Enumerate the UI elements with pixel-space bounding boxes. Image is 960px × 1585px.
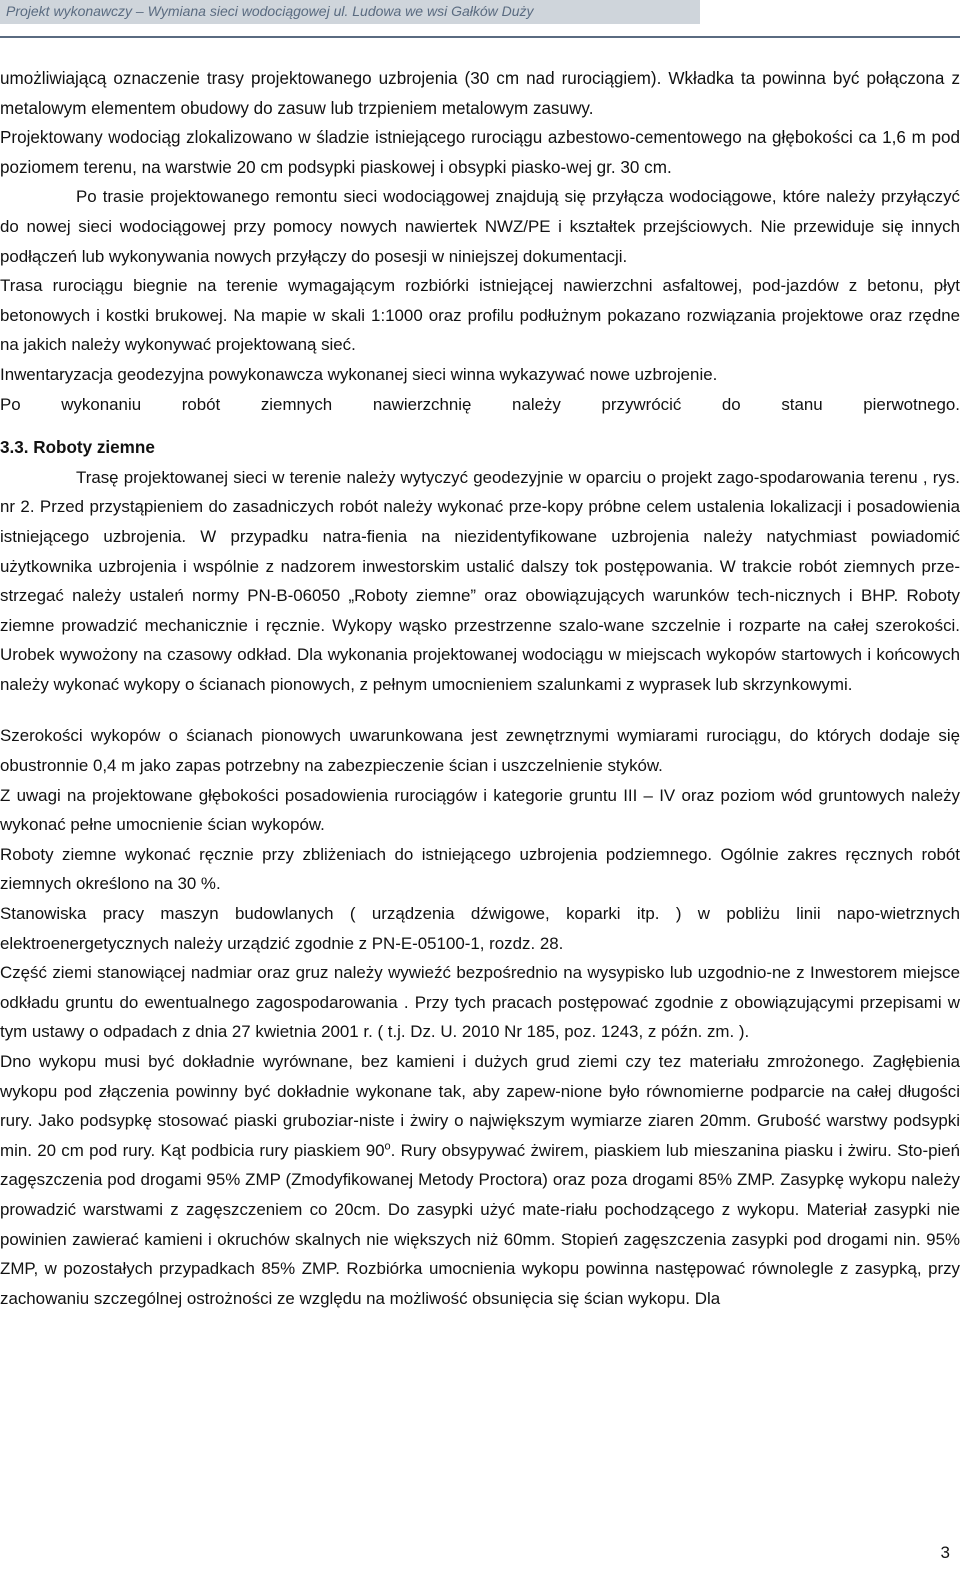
- paragraph-inwentaryzacja: Inwentaryzacja geodezyjna powykonawcza wykonanej sieci winna wykazywać nowe uzbrojenie.: [0, 364, 718, 384]
- paragraph-trasa: Trasa rurociągu biegnie na terenie wymagającym rozbiórki istniejącej nawierzchni asfaltowej, pod-jazdów z betonu, płyt betonowych i kostki brukowej. Na mapie w skali 1:1000 oraz profilu podłużnym pokazano rozwiązania projektowe oraz rzędne na jakich należy wykonywać projektowaną sieć.: [0, 276, 960, 355]
- paragraph-roboty-ziemne: Trasę projektowanej sieci w terenie należy wytyczyć geodezyjnie w oparciu o projekt zago-spodarowania terenu , rys. nr 2. Przed przystąpieniem do zasadniczych robót należy wykonać prze-kopy próbne celem ustalenia lokalizacji i posadowienia istniejącego uzbrojenia. W przypadku natra-fienia na niezidentyfikowane uzbrojenia należy natychmiast powiadomić użytkownika uzbrojenia i wspólnie z nadzorem inwestorskim ustalić dalszy tok postępowania. W trakcie robót ziemnych prze-strzegać należy ustaleń normy PN-B-06050 „Roboty ziemne” oraz obowiązujących warunków tech-nicznych i BHP. Roboty ziemne prowadzić mechanicznie i ręcznie. Wykopy wąsko przestrzenne szalo-wane szczelnie i rozparte na całej szerokości. Urobek wywożony na czasowy odkład. Dla wykonania projektowanej wodociągu w miejscach wykopów startowych i końcowych należy wykonać wykopy o ścianach pionowych, z pełnym umocnieniem szalunkami z wyprasek lub skrzynkowymi.: [0, 467, 960, 694]
- page-header: [0, 0, 960, 40]
- document-body: [0, 64, 960, 1313]
- paragraph-reczne: Roboty ziemne wykonać ręcznie przy zbliżeniach do istniejącego uzbrojenia podziemnego. Ogólnie zakres ręcznych robót ziemnych określono na 30 %.: [0, 844, 960, 894]
- spacer: [0, 699, 960, 721]
- paragraph-wkladka: umożliwiającą oznaczenie trasy projektowanego uzbrojenia (30 cm nad rurociągiem). Wkładka ta powinna być połączona z metalowym elementem obudowy do zasuw lub trzpieniem metalowym zasuwy.: [0, 69, 960, 118]
- paragraph-dno-wykopu: [0, 1047, 960, 1313]
- degree-sup: o: [384, 1140, 391, 1153]
- paragraph-maszyny: Stanowiska pracy maszyn budowlanych ( urządzenia dźwigowe, koparki itp. ) w pobliżu linii napo-wietrznych elektroenergetycznych należy urządzić zgodnie z PN-E-05100-1, rozdz. 28.: [0, 904, 960, 953]
- paragraph-umocnienie: Z uwagi na projektowane głębokości posadowienia rurociągów i kategorie gruntu III – IV oraz poziom wód gruntowych należy wykonać pełne umocnienie ścian wykopów.: [0, 785, 960, 835]
- section-heading: [0, 433, 960, 463]
- paragraph-przylacza: Po trasie projektowanego remontu sieci wodociągowej znajdują się przyłącza wodociągowe, które należy przyłączyć do nowej sieci wodociągowej przy pomocy nowych nawiertek NWZ/PE i kształtek przejściowych. Nie przewiduje się innych podłączeń lub wykonywania nowych przyłączy do posesji w niniejszej dokumentacji.: [0, 187, 960, 266]
- paragraph-szerokosci: Szerokości wykopów o ścianach pionowych uwarunkowana jest zewnętrznymi wymiarami rurociągu, do których dodaje się obustronnie 0,4 m jako zapas potrzebny na zabezpieczenie ścian i uszczelnienie styków.: [0, 726, 960, 776]
- header-rule: [0, 36, 960, 38]
- paragraph-nawierzchnia: Po wykonaniu robót ziemnych nawierzchnię należy przywrócić do stanu pierwotnego.: [0, 394, 960, 414]
- dno-text-a: Dno wykopu musi być dokładnie wyrównane, bez kamieni i dużych grud ziemi czy tez materiału zmrożonego. Zagłębienia wykopu pod złączenia powinny być dokładnie wykonane tak, aby zapew-nione było równomierne podparcie na całej długości rury. Jako podsypkę stosować piaski gruboziar-niste i żwiry o największym wymiarze ziaren 20mm. Grubość warstwy podsypki min. 20 cm pod rury. Kąt podbicia rury piaskiem 90: [0, 1052, 960, 1160]
- header-title: Projekt wykonawczy – Wymiana sieci wodociągowej ul. Ludowa we wsi Gałków Duży: [6, 3, 534, 19]
- page-number: 3: [940, 1543, 950, 1562]
- spacer: [0, 419, 960, 433]
- paragraph-nadmiar: Część ziemi stanowiącej nadmiar oraz gruz należy wywieźć bezpośrednio na wysypisko lub uzgodnio-ne z Inwestorem miejsce odkładu gruntu do ewentualnego zagospodarowania . Przy tych pracach postępować zgodnie z obowiązującymi przepisami w tym ustawy o odpadach z dnia 27 kwietnia 2001 r. ( t.j. Dz. U. 2010 Nr 185, poz. 1243, z późn. zm. ).: [0, 963, 960, 1042]
- dno-text-b: . Rury obsypywać żwirem, piaskiem lub mieszanina piasku i żwiru. Sto-pień zagęszczenia pod drogami 95% ZMP (Zmodyfikowanej Metody Proctora) oraz poza drogami 85% ZMP. Zasypkę wykopu należy prowadzić warstwami z zagęszczeniem co 20cm. Do zasypki użyć mate-riału pochodzącego z wykopu. Materiał zasypki nie powinien zawierać kamieni i okruchów skalnych nie większych niż 60mm. Stopień zagęszczenia zasypki pod drogami nin. 95% ZMP, w pozostałych przypadkach 85% ZMP. Rozbiórka umocnienia wykopu powinna następować równolegle z zasypką, przy zachowaniu szczególnej ostrożności ze względu na możliwość obsunięcia się ścian wykopu. Dla: [0, 1140, 960, 1308]
- section-number: 3.3.: [0, 438, 29, 458]
- paragraph-lokalizacja: Projektowany wodociąg zlokalizowano w śladzie istniejącego rurociągu azbestowo-cementowego na głębokości ca 1,6 m pod poziomem terenu, na warstwie 20 cm podsypki piaskowej i obsypki piasko-wej gr. 30 cm.: [0, 128, 960, 177]
- section-title: Roboty ziemne: [33, 438, 155, 458]
